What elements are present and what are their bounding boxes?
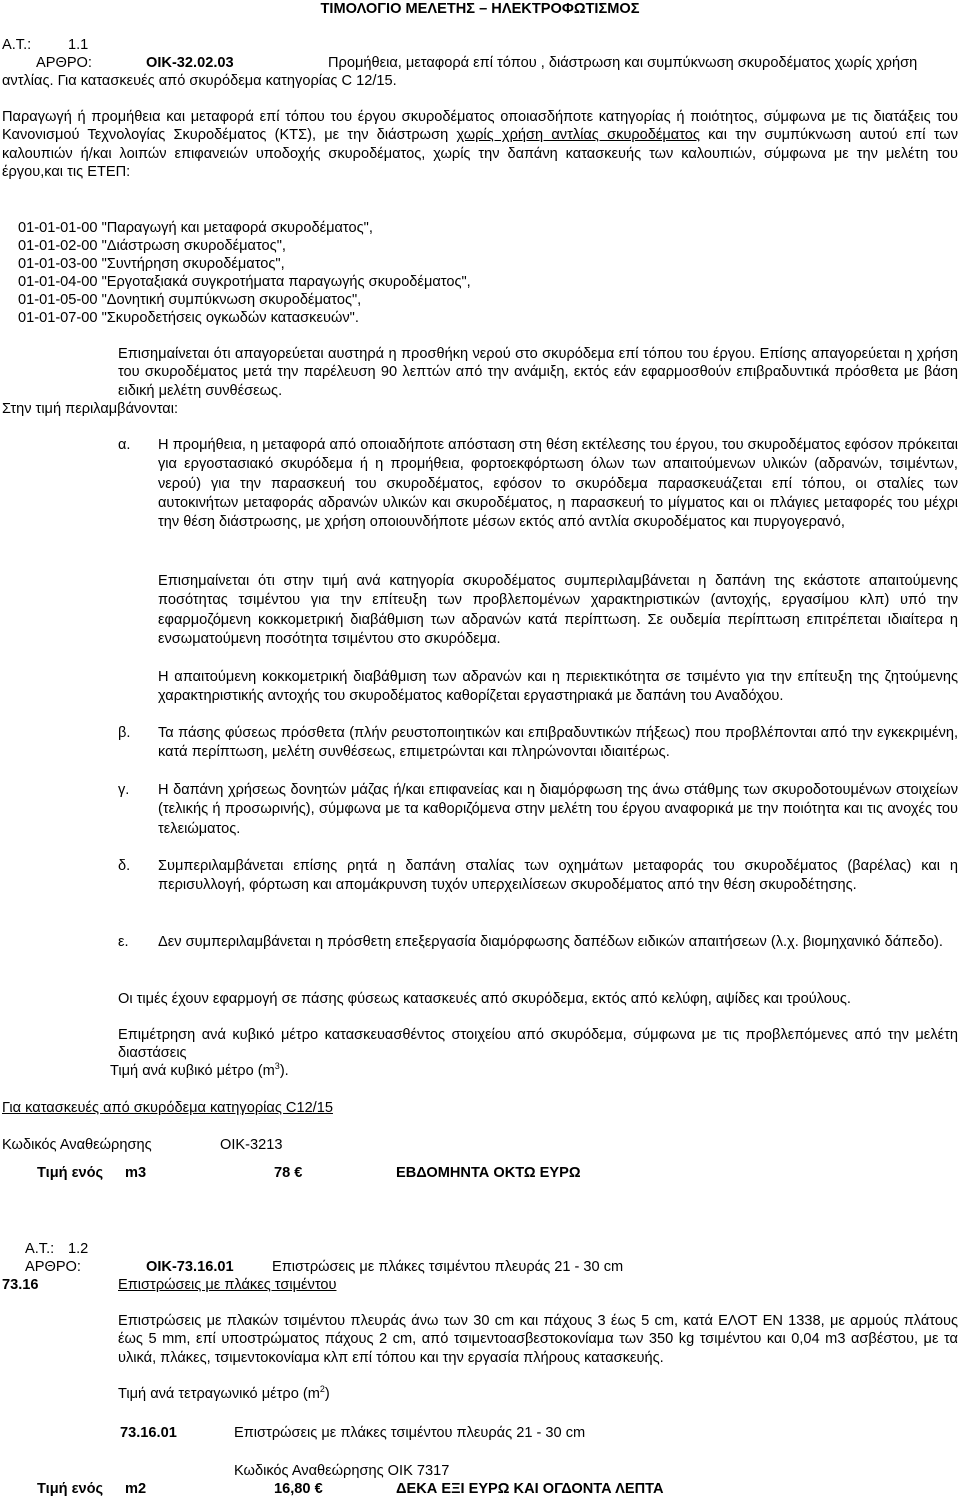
- arthro-code: ΟΙΚ-32.02.03: [146, 55, 234, 71]
- group-title: Επιστρώσεις με πλάκες τσιμέντου: [118, 1277, 337, 1293]
- arthro-label: ΑΡΘΡΟ:: [36, 55, 92, 71]
- arthro-description: Επιστρώσεις με πλάκες τσιμέντου πλευράς 21 - 30 cm: [272, 1259, 624, 1275]
- included-item-c: Η δαπάνη χρήσεως δονητών μάζας ή/και επιφανείας και η διαμόρφωση της άνω στάθμης των σκυροδοτουμένων στοιχείων (τελικής ή προσωρινής), σύμφωνα με τα καθοριζόμενα στην μελέτη του έργου αναφορικά με την ποιότητα και τις ανοχές του τελειώματος.: [158, 782, 958, 837]
- at-value: 1.1: [68, 37, 89, 53]
- price-unit: m3: [125, 1165, 147, 1181]
- category-heading: Για κατασκευές από σκυρόδεμα κατηγορίας C12/15: [2, 1100, 333, 1116]
- list-marker: ε.: [118, 934, 129, 950]
- price-in-words: ΕΒΔΟΜΗΝΤΑ ΟΚΤΩ ΕΥΡΩ: [396, 1165, 581, 1181]
- at-label: Α.Τ.:: [2, 37, 32, 53]
- price-value: 78 €: [274, 1164, 308, 1182]
- arthro-description-cont: αντλίας. Για κατασκευές από σκυρόδεμα κατηγορίας C 12/15.: [2, 73, 397, 89]
- price-label: Τιμή ενός: [37, 1481, 104, 1497]
- intro-paragraph: Παραγωγή ή προμήθεια και μεταφορά επί τόπου του έργου σκυροδέματος οποιασδήποτε κατηγορίας ή ποιότητος, σύμφωνα με τις διατάξεις του Κανονισμού Τεχνολογίας Σκυροδέματος (ΚΤΣ), με την διάστρωση χωρίς χρήση αντλίας σκυροδέματος και την συμπύκνωση αυτού επί των καλουπιών ή/και λοιπών επιφανειών υποδοχής σκυροδέματος, χωρίς την δαπάνη κατασκευής των καλουπιών, σύμφωνα με την μελέτη του έργου,και τις ΕΤΕΠ:: [2, 109, 958, 180]
- arthro-code: ΟΙΚ-73.16.01: [146, 1259, 234, 1275]
- water-note: Επισημαίνεται ότι απαγορεύεται αυστηρά η προσθήκη νερού στο σκυρόδεμα επί τόπου του έργου. Επίσης απαγορεύεται η χρήση του σκυροδέματος μετά την παρέλευση 90 λεπτών από την ανάμιξη, εκτός εάν εφαρμοσθούν επιβραδυντικά πρόσθετα με βάση ειδική μελέτη συνθέσεως.: [118, 346, 958, 399]
- euro-icon: €: [314, 1481, 323, 1497]
- included-item-e: Δεν συμπεριλαμβάνεται η πρόσθετη επεξεργασία διαμόρφωσης δαπέδων ειδικών απαιτήσεων (λ.χ. βιομηχανικό δάπεδο).: [158, 934, 943, 950]
- arthro-description: Προμήθεια, μεταφορά επί τόπου , διάστρωση και συμπύκνωση σκυροδέματος χωρίς χρήση: [328, 55, 918, 71]
- sub-code: 73.16.01: [120, 1425, 177, 1441]
- group-code: 73.16: [2, 1277, 39, 1293]
- revision-label: Κωδικός Αναθεώρησης: [2, 1137, 152, 1153]
- list-marker: δ.: [118, 858, 131, 874]
- gradation-note: Η απαιτούμενη κοκκομετρική διαβάθμιση των αδρανών και η περιεκτικότητα σε τσιμέντο για την επίτευξη της ζητούμενης χαρακτηριστικής αντοχής του σκυροδέματος καθορίζεται εργαστηριακά με δαπάνη του Αναδόχου.: [158, 669, 958, 705]
- revision-code: ΟΙΚ-3213: [220, 1137, 283, 1153]
- euro-icon: €: [294, 1165, 303, 1181]
- included-item-d: Συμπεριλαμβάνεται επίσης ρητά η δαπάνη σταλίας των οχημάτων μεταφοράς του σκυροδέματος (βαρέλας) και η περισυλλογή, φόρτωση και απομάκρυνση τυχόν υπερχειλίσεων σκυροδέματος από την θέση σκυροδέτησης.: [158, 858, 958, 894]
- at-value: 1.2: [68, 1241, 89, 1257]
- measurement-text: Επιμέτρηση ανά κυβικό μέτρο κατασκευασθέντος στοιχείου από σκυρόδεμα, σύμφωνα με τις προβλεπόμενες από την μελέτη διαστάσεις: [118, 1027, 958, 1062]
- applies-note: Οι τιμές έχουν εφαρμογή σε πάσης φύσεως κατασκευές από σκυρόδεμα, εκτός από κελύφη, αψίδες και τρούλους.: [118, 991, 851, 1007]
- revision-text: Κωδικός Αναθεώρησης ΟΙΚ 7317: [234, 1463, 450, 1479]
- sub-description: Επιστρώσεις με πλάκες τσιμέντου πλευράς 21 - 30 cm: [234, 1425, 586, 1441]
- etep-item: 01-01-03-00 "Συντήρηση σκυροδέματος",: [18, 256, 285, 272]
- no-pump-emphasis: χωρίς χρήση αντλίας σκυροδέματος: [456, 127, 700, 144]
- etep-item: 01-01-02-00 "Διάστρωση σκυροδέματος",: [18, 238, 286, 254]
- etep-item: 01-01-04-00 "Εργοταξιακά συγκροτήματα παραγωγής σκυροδέματος",: [18, 274, 471, 290]
- list-marker: β.: [118, 725, 131, 741]
- price-unit: m2: [125, 1481, 147, 1497]
- price-in-words: ΔΕΚΑ ΕΞΙ ΕΥΡΩ ΚΑΙ ΟΓΔΟΝΤΑ ΛΕΠΤΑ: [396, 1481, 664, 1497]
- page-title: ΤΙΜΟΛΟΓΙΟ ΜΕΛΕΤΗΣ – ΗΛΕΚΤΡΟΦΩΤΙΣΜΟΣ: [320, 1, 640, 17]
- includes-label: Στην τιμή περιλαμβάνονται:: [2, 401, 179, 417]
- arthro-label: ΑΡΘΡΟ:: [25, 1259, 81, 1275]
- unit-price-text: Τιμή ανά κυβικό μέτρο $(m^3)$.: [110, 1061, 289, 1079]
- included-item-a: Η προμήθεια, η μεταφορά από οποιαδήποτε απόσταση στη θέση εκτέλεσης του έργου, του σκυροδέματος εφόσον πρόκειται για εργοστασιακό σκυρόδεμα ή η προμήθεια, φορτοεκφόρτωση όλων των απαιτούμενων υλικών (αδρανών, τσιμέντων, νερού) για την παρασκευή του σκυροδέματος, εφόσον το σκυρόδεμα παρασκευάζεται επί τόπου, οι σταλίες των αυτοκινήτων μεταφοράς αδρανών υλικών και σκυροδέματος, η παρασκευή το μίγματος και οι πλάγιες μεταφορές του μέχρι την θέση διάστρωσης, με χρήση οποιουνδήποτε μέσων εκτός από αντλία σκυροδέματος και πυργογερανό,: [158, 437, 958, 531]
- list-marker: α.: [118, 437, 131, 453]
- price-label: Τιμή ενός: [37, 1165, 104, 1181]
- included-item-b: Τα πάσης φύσεως πρόσθετα (πλήν ρευστοποιητικών και επιβραδυντικών πήξεως) που προβλέπονται από την εγκεκριμένη, κατά περίπτωση, μελέτη συνθέσεως, επιμετρώνται και πληρώνονται ιδιαιτέρως.: [158, 725, 958, 761]
- list-marker: γ.: [118, 782, 130, 798]
- at-label: Α.Τ.:: [25, 1241, 55, 1257]
- etep-item: 01-01-01-00 "Παραγωγή και μεταφορά σκυροδέματος",: [18, 220, 373, 236]
- price-value: 16,80 €: [274, 1480, 329, 1498]
- cement-note: Επισημαίνεται ότι στην τιμή ανά κατηγορία σκυροδέματος συμπεριλαμβάνεται η δαπάνη της εκάστοτε απαιτούμενης ποσότητας τσιμέντου για την επίτευξη των προβλεπομένων χαρακτηριστικών (αντοχής, εργασίμου κλπ) υπό την εφαρμοζόμενη κοκκομετρική διαβάθμιση των αδρανών κατά περίπτωση. Σε ουδεμία περίπτωση επιτρέπεται ιδιαίτερα η ενσωματούμενη ποσότητα τσιμέντου στο σκυρόδεμα.: [158, 573, 958, 647]
- item2-description: Επιστρώσεις με πλακών τσιμέντου πλευράς άνω των 30 cm και πάχους 3 έως 5 cm, κατά ΕΛΟΤ ΕΝ 1338, με αρμούς πλάτους έως 5 mm, επί υποστρώματος πάχους 2 cm, από τσιμεντοασβεστοκονίαμα των 350 kg τσιμέντου και 0,04 m3 ασβέστου, με τα υλικά, πλάκες, τσιμεντοκονίαμα κλπ επί τόπου και την εργασία πλήρους κατασκευής.: [118, 1313, 958, 1366]
- etep-item: 01-01-07-00 "Σκυροδετήσεις ογκωδών κατασκευών".: [18, 310, 359, 326]
- etep-item: 01-01-05-00 "Δονητική συμπύκνωση σκυροδέματος",: [18, 292, 362, 308]
- unit-price-text: Τιμή ανά τετραγωνικό μέτρο $(m^2)$: [118, 1384, 330, 1402]
